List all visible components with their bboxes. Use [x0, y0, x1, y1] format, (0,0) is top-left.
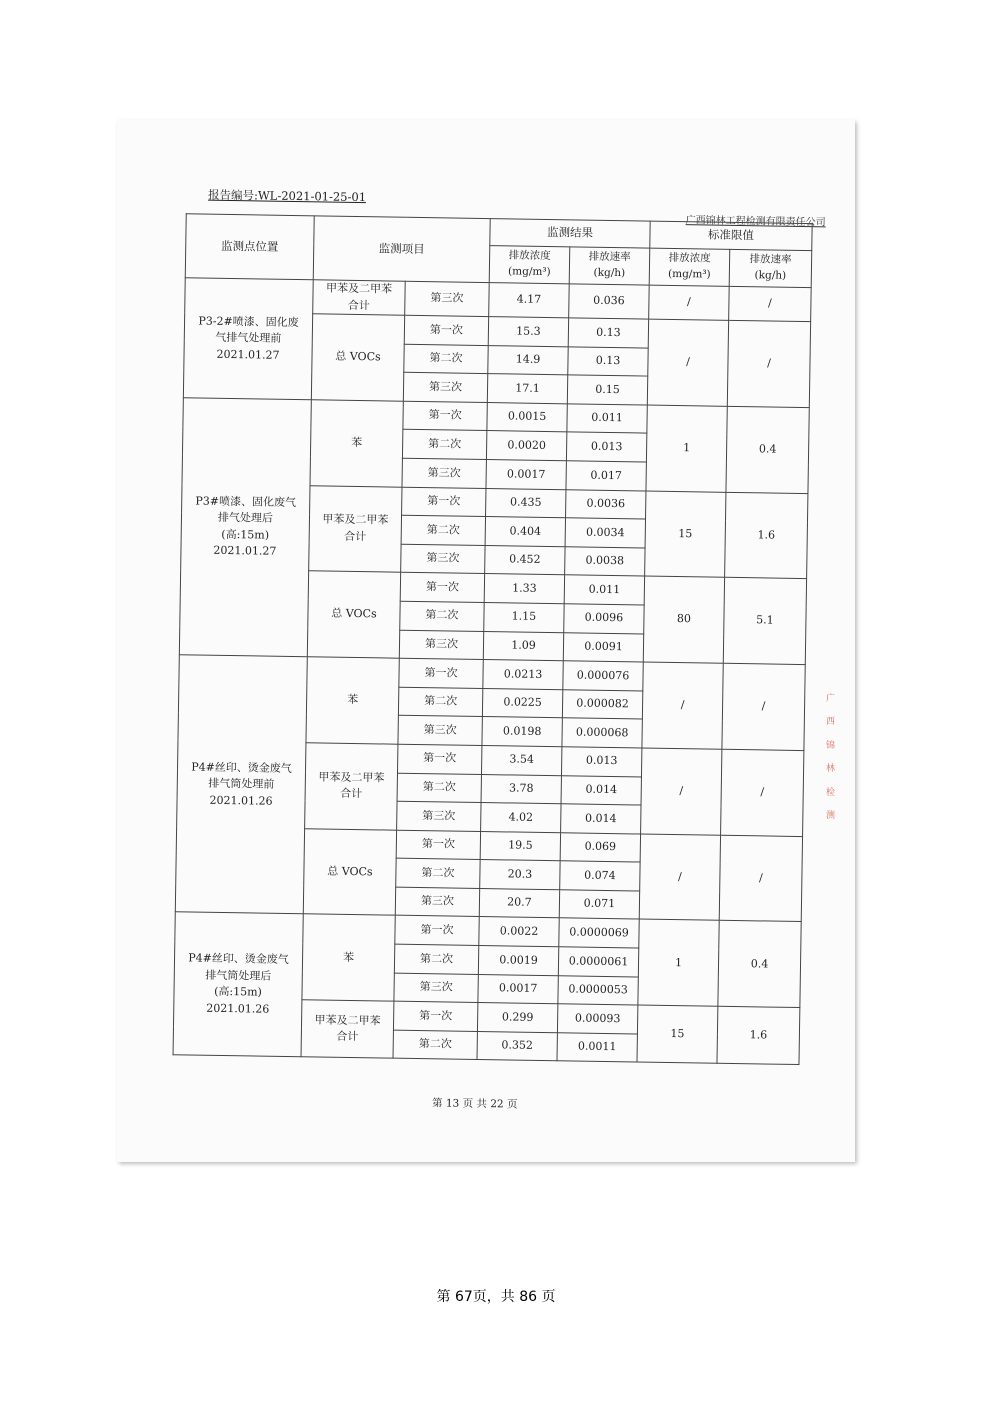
limit-rate: /: [721, 749, 804, 836]
concentration-value: 20.3: [480, 860, 560, 890]
sample-number-cell: 第二次: [402, 430, 486, 460]
item-line: 合计: [340, 787, 363, 801]
sample-number-cell: 第二次: [394, 944, 478, 974]
item-cell: [303, 828, 396, 915]
concentration-value: 0.0198: [482, 717, 562, 747]
location-line: 排气处理后: [217, 511, 274, 526]
rate-value: 0.15: [567, 375, 647, 405]
scanned-report-page: [117, 120, 855, 1162]
header-limit-conc: [649, 248, 730, 286]
location-line: 2021.01.27: [216, 347, 280, 362]
header-result-conc: [489, 246, 570, 284]
limit-concentration: /: [649, 285, 730, 320]
side-seal-stamp: 广西锦林检测: [826, 694, 836, 821]
sample-number-cell: 第二次: [396, 858, 480, 888]
concentration-value: 14.9: [488, 345, 568, 375]
sample-number-cell: 第三次: [398, 716, 482, 746]
concentration-value: 0.0213: [483, 660, 563, 690]
sample-number-cell: 第一次: [404, 315, 488, 345]
limit-rate: /: [729, 286, 812, 321]
concentration-value: 0.0017: [486, 460, 566, 490]
rate-value: 0.011: [564, 575, 644, 605]
conc-unit: (mg/m³): [507, 265, 551, 279]
concentration-value: 3.54: [481, 745, 561, 775]
item-line: 合计: [336, 1030, 359, 1044]
rate-value: 0.000082: [562, 689, 642, 719]
item-line: 甲苯及二甲苯: [318, 770, 385, 785]
item-cell: [305, 743, 398, 830]
concentration-value: 17.1: [487, 374, 567, 404]
rate-value: 0.014: [561, 804, 641, 834]
concentration-value: 1.09: [483, 631, 563, 661]
concentration-value: 0.0015: [487, 402, 567, 432]
sample-number-cell: 第一次: [393, 1001, 477, 1031]
limit-rate: /: [727, 320, 810, 407]
sample-number-cell: 第三次: [402, 458, 486, 488]
table-body: [173, 278, 811, 1065]
concentration-value: 20.7: [479, 888, 559, 918]
sample-number-cell: 第一次: [395, 916, 479, 946]
conc-unit: (mg/m³): [667, 267, 711, 281]
limit-concentration: 1: [638, 919, 719, 1006]
report-sheet: [150, 181, 826, 1111]
page-footer: 第 67页，共 86 页: [436, 1289, 556, 1305]
concentration-value: 3.78: [481, 774, 561, 804]
sample-number-cell: 第三次: [403, 372, 487, 402]
limit-concentration: 1: [646, 405, 727, 492]
sample-number-cell: 第一次: [400, 573, 484, 603]
limit-rate: 1.6: [725, 492, 808, 579]
rate-value: 0.0034: [565, 518, 645, 548]
location-line: (高:15m): [214, 985, 262, 1000]
header-result-rate: [569, 247, 650, 285]
rate-value: 0.069: [560, 832, 640, 862]
limit-rate: 0.4: [726, 406, 809, 493]
limit-rate: /: [719, 835, 802, 922]
rate-value: 0.074: [560, 861, 640, 891]
item-line: 苯: [342, 950, 355, 964]
limit-concentration: /: [647, 319, 728, 406]
sample-number-cell: 第二次: [393, 1030, 477, 1060]
header-results: 监测结果: [490, 219, 650, 249]
rate-value: 0.000076: [563, 661, 643, 691]
rate-value: 0.13: [568, 346, 648, 376]
item-cell: [302, 914, 395, 1001]
sample-number-cell: 第二次: [398, 687, 482, 717]
location-line: 排气筒处理前: [208, 776, 275, 791]
item-line: 苯: [351, 435, 363, 450]
sample-number-cell: 第三次: [397, 801, 481, 831]
sample-number-cell: 第一次: [397, 744, 481, 774]
sample-number-cell: 第三次: [405, 281, 490, 316]
rate-value: 0.0096: [564, 604, 644, 634]
report-number: 报告编号:WL-2021-01-25-01: [207, 187, 367, 205]
item-line: 总 VOCs: [331, 607, 377, 621]
rate-label: 排放速率: [588, 250, 631, 264]
sample-number-cell: 第三次: [394, 973, 478, 1003]
concentration-value: 0.404: [485, 517, 565, 547]
rate-value: 0.13: [568, 318, 648, 348]
location-line: 排气筒处理后: [205, 968, 272, 983]
sample-number-cell: 第一次: [399, 658, 483, 688]
item-line: 合计: [347, 298, 370, 312]
rate-value: 0.00093: [557, 1004, 637, 1034]
sample-number-cell: 第三次: [401, 544, 485, 574]
location-line: P3-2#喷漆、固化废: [198, 314, 299, 329]
sample-number-cell: 第一次: [402, 487, 486, 517]
limit-rate: 0.4: [718, 921, 801, 1008]
conc-label: 排放浓度: [668, 252, 711, 265]
rate-value: 0.0000069: [559, 918, 639, 948]
rate-value: 0.014: [561, 775, 641, 805]
rate-label: 排放速率: [749, 253, 792, 267]
concentration-value: 1.15: [484, 602, 564, 632]
item-cell: [307, 571, 400, 658]
location-cell: [173, 912, 303, 1057]
inner-page-number: 第 13 页 共 22 页: [431, 1097, 518, 1111]
item-cell: [309, 485, 402, 572]
rate-value: 0.071: [559, 890, 639, 920]
sample-number-cell: 第一次: [396, 830, 480, 860]
location-line: 2021.01.26: [206, 1001, 270, 1016]
limit-concentration: /: [642, 662, 723, 749]
item-line: 合计: [344, 529, 367, 544]
concentration-value: 4.17: [489, 283, 570, 318]
item-line: 总 VOCs: [335, 349, 381, 364]
concentration-value: 0.0017: [478, 974, 558, 1004]
concentration-value: 1.33: [484, 574, 564, 604]
rate-value: 0.0011: [557, 1033, 637, 1063]
location-line: P4#丝印、烫金废气: [191, 759, 292, 775]
item-line: 甲苯及二甲苯: [314, 1013, 381, 1028]
concentration-value: 0.0022: [479, 917, 559, 947]
limit-concentration: /: [641, 748, 722, 835]
sample-number-cell: 第一次: [403, 401, 487, 431]
concentration-value: 0.435: [486, 488, 566, 518]
limit-rate: /: [722, 663, 805, 750]
item-line: 苯: [347, 693, 359, 707]
item-cell: [313, 280, 406, 315]
sample-number-cell: 第二次: [401, 515, 485, 545]
header-location: 监测点位置: [185, 214, 314, 280]
concentration-value: 0.0225: [482, 688, 562, 718]
rate-value: 0.0036: [566, 489, 646, 519]
limit-concentration: 15: [637, 1005, 718, 1063]
sample-number-cell: 第二次: [404, 344, 488, 374]
rate-value: 0.011: [567, 404, 647, 434]
sample-number-cell: 第三次: [395, 887, 479, 917]
rate-value: 0.0000061: [558, 947, 638, 977]
limit-concentration: 80: [643, 576, 724, 663]
location-line: 气排气处理前: [215, 330, 282, 345]
location-line: 2021.01.27: [213, 544, 277, 559]
location-line: P4#丝印、烫金废气: [188, 951, 289, 967]
concentration-value: 4.02: [481, 803, 561, 833]
item-cell: [301, 1000, 394, 1059]
company-name: 广西锦林工程检测有限责任公司: [685, 215, 826, 229]
rate-value: 0.017: [566, 461, 646, 491]
item-line: 甲苯及二甲苯: [322, 512, 389, 527]
concentration-value: 0.452: [485, 545, 565, 575]
concentration-value: 0.0019: [478, 946, 558, 976]
location-line: P3#喷漆、固化废气: [195, 494, 297, 510]
limit-concentration: /: [639, 834, 720, 921]
concentration-value: 19.5: [480, 831, 560, 861]
item-cell: [311, 314, 404, 401]
rate-unit: (kg/h): [593, 266, 626, 280]
rate-value: 0.013: [566, 432, 646, 462]
location-cell: [175, 655, 307, 914]
sample-number-cell: 第二次: [400, 601, 484, 631]
limit-rate: 5.1: [723, 578, 806, 665]
rate-value: 0.0000053: [558, 975, 638, 1005]
rate-value: 0.0091: [563, 632, 643, 662]
sample-number-cell: 第二次: [397, 773, 481, 803]
header-limits: 标准限值: [650, 221, 812, 251]
monitoring-results-table: [173, 213, 813, 1065]
header-limit-rate: [729, 249, 812, 287]
concentration-value: 15.3: [488, 317, 568, 347]
concentration-value: 0.352: [477, 1031, 557, 1061]
rate-unit: (kg/h): [754, 269, 787, 282]
item-line: 甲苯及二甲苯: [326, 281, 393, 296]
item-cell: [306, 657, 399, 744]
rate-value: 0.013: [561, 747, 641, 777]
sample-number-cell: 第三次: [399, 630, 483, 660]
rate-value: 0.000068: [562, 718, 642, 748]
concentration-value: 0.0020: [486, 431, 566, 461]
location-cell: [179, 398, 311, 657]
location-line: (高:15m): [221, 527, 270, 542]
limit-concentration: 15: [645, 491, 726, 578]
location-cell: [183, 278, 313, 400]
rate-value: 0.036: [569, 284, 650, 319]
item-line: 总 VOCs: [327, 864, 373, 879]
item-cell: [310, 400, 403, 487]
rate-value: 0.0038: [565, 547, 645, 577]
header-item: 监测项目: [313, 216, 490, 283]
limit-rate: 1.6: [717, 1006, 800, 1064]
concentration-value: 0.299: [477, 1003, 557, 1033]
location-line: 2021.01.26: [209, 793, 273, 808]
conc-label: 排放浓度: [508, 249, 551, 263]
